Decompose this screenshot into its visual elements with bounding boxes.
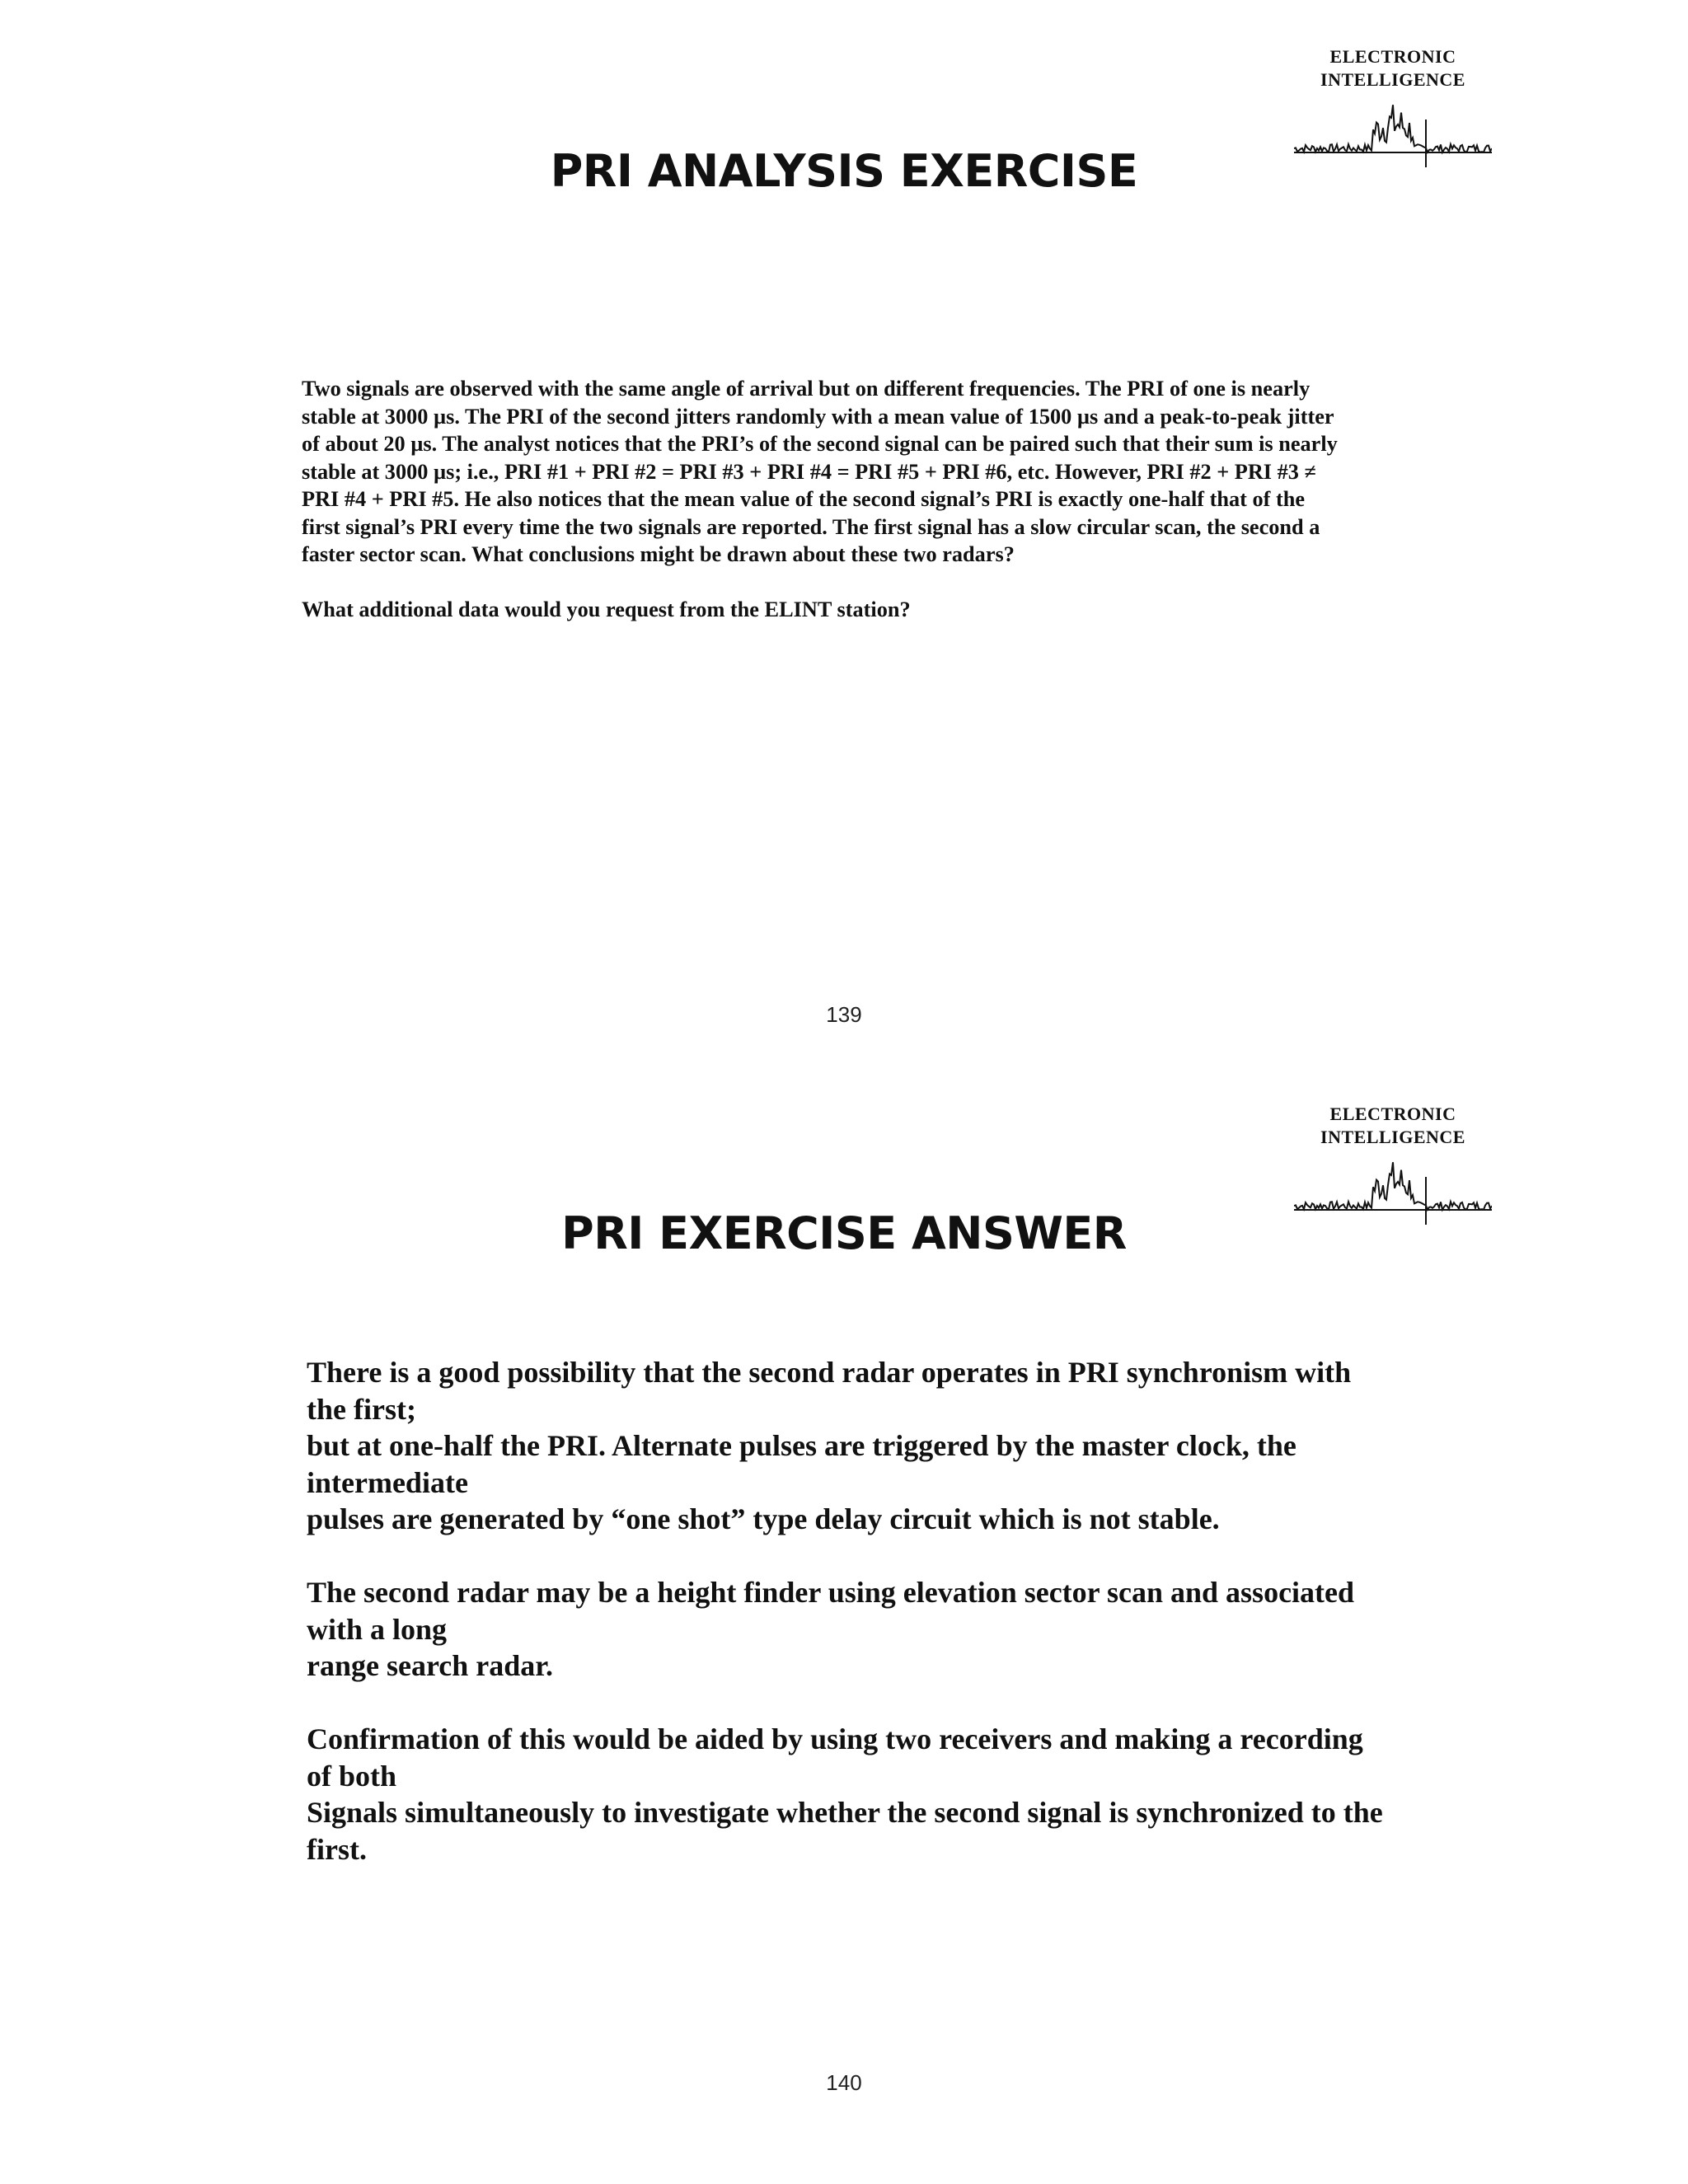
text-line: first signal’s PRI every time the two signals are reported. The first signal has a slow circular scan, the second a — [302, 514, 1320, 539]
answer-text — [307, 1354, 1461, 1868]
text-line: of about 20 µs. The analyst notices that the PRI’s of the second signal can be paired such that their sum is nearly — [302, 432, 1338, 456]
text-line: stable at 3000 µs. The PRI of the second jitters randomly with a mean value of 1500 µs and a peak-to-peak jitter — [302, 404, 1334, 429]
page-number: 140 — [826, 2070, 862, 2095]
text-line: faster sector scan. What conclusions might be drawn about these two radars? — [302, 542, 1015, 566]
text-line: There is a good possibility that the second radar operates in PRI synchronism with — [307, 1356, 1352, 1389]
text-line: of both — [307, 1759, 397, 1793]
text-line: The second radar may be a height finder using elevation sector scan and associated — [307, 1576, 1355, 1609]
logo-line-2: INTELLIGENCE — [1320, 1127, 1465, 1147]
logo-line-1: ELECTRONIC — [1329, 1104, 1456, 1124]
text-line: intermediate — [307, 1465, 468, 1499]
slide-140 — [0, 1092, 1688, 2184]
text-line: first. — [307, 1832, 367, 1866]
question-line: What additional data would you request from the ELINT station? — [302, 598, 911, 621]
exercise-text — [302, 375, 1423, 624]
page-title: PRI EXERCISE ANSWER — [561, 1207, 1127, 1259]
text-line: but at one-half the PRI. Alternate pulses are triggered by the master clock, the — [307, 1429, 1296, 1462]
text-line: Confirmation of this would be aided by using two receivers and making a recording — [307, 1722, 1363, 1755]
page-title: PRI ANALYSIS EXERCISE — [550, 145, 1138, 197]
logo-line-2: INTELLIGENCE — [1320, 69, 1465, 90]
text-line: the first; — [307, 1392, 416, 1426]
text-line: Two signals are observed with the same angle of arrival but on different frequencies. The PRI of one is nearly — [302, 377, 1311, 401]
text-line: stable at 3000 µs; i.e., PRI #1 + PRI #2 = PRI #3 + PRI #4 = PRI #5 + PRI #6, etc. However, PRI #2 + PRI #3 ≠ — [302, 459, 1316, 484]
text-line: range search radar. — [307, 1649, 553, 1682]
page-number: 139 — [826, 1002, 862, 1027]
text-line: with a long — [307, 1612, 448, 1646]
text-line: Signals simultaneously to investigate whether the second signal is synchronized to the — [307, 1796, 1383, 1829]
text-line: PRI #4 + PRI #5. He also notices that the mean value of the second signal’s PRI is exactly one-half that of the — [302, 487, 1306, 511]
logo-line-1: ELECTRONIC — [1329, 46, 1456, 67]
text-line: pulses are generated by “one shot” type delay circuit which is not stable. — [307, 1502, 1220, 1535]
